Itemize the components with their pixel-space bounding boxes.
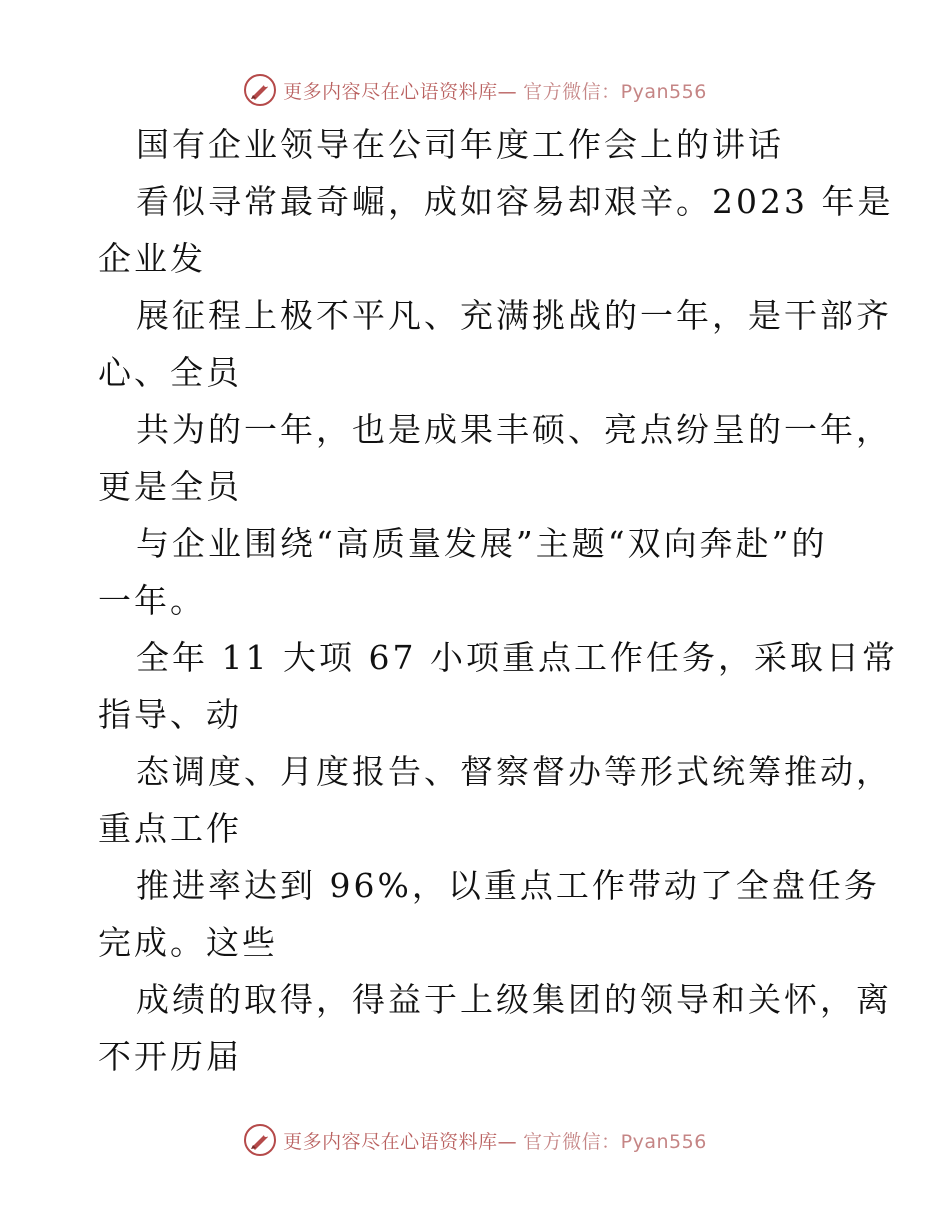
header-wechat-text: 官方微信：Pyan556 — [523, 80, 707, 103]
footer-wechat-text: 官方微信：Pyan556 — [523, 1130, 707, 1153]
document-line: 完成。这些 — [98, 923, 278, 962]
header-banner — [0, 70, 950, 110]
footer-promo-text: 更多内容尽在心语资料库— — [283, 1130, 518, 1153]
document-line: 推进率达到 96%，以重点工作带动了全盘任务 — [136, 866, 880, 905]
document-line: 指导、动 — [98, 695, 242, 734]
document-line: 一年。 — [98, 581, 206, 620]
document-line: 国有企业领导在公司年度工作会上的讲话 — [136, 125, 784, 164]
document-line: 全年 11 大项 67 小项重点工作任务，采取日常 — [136, 638, 898, 677]
header-promo-text: 更多内容尽在心语资料库— — [283, 80, 518, 103]
document-line: 看似寻常最奇崛，成如容易却艰辛。2023 年是 — [136, 182, 894, 221]
document-line: 成绩的取得，得益于上级集团的领导和关怀，离 — [136, 980, 892, 1019]
pen-logo-icon — [243, 1123, 277, 1157]
document-line: 更是全员 — [98, 467, 242, 506]
document-line: 展征程上极不平凡、充满挑战的一年，是干部齐 — [136, 296, 892, 335]
footer-banner — [0, 1120, 950, 1160]
document-line: 企业发 — [98, 239, 206, 278]
document-line: 共为的一年，也是成果丰硕、亮点纷呈的一年， — [136, 410, 892, 449]
document-line: 重点工作 — [98, 809, 242, 848]
pen-logo-icon — [243, 73, 277, 107]
document-line: 心、全员 — [98, 353, 242, 392]
document-body — [98, 116, 898, 1085]
document-line: 与企业围绕“高质量发展”主题“双向奔赴”的 — [136, 524, 828, 563]
document-line: 态调度、月度报告、督察督办等形式统筹推动， — [136, 752, 892, 791]
document-line: 不开历届 — [98, 1037, 242, 1076]
